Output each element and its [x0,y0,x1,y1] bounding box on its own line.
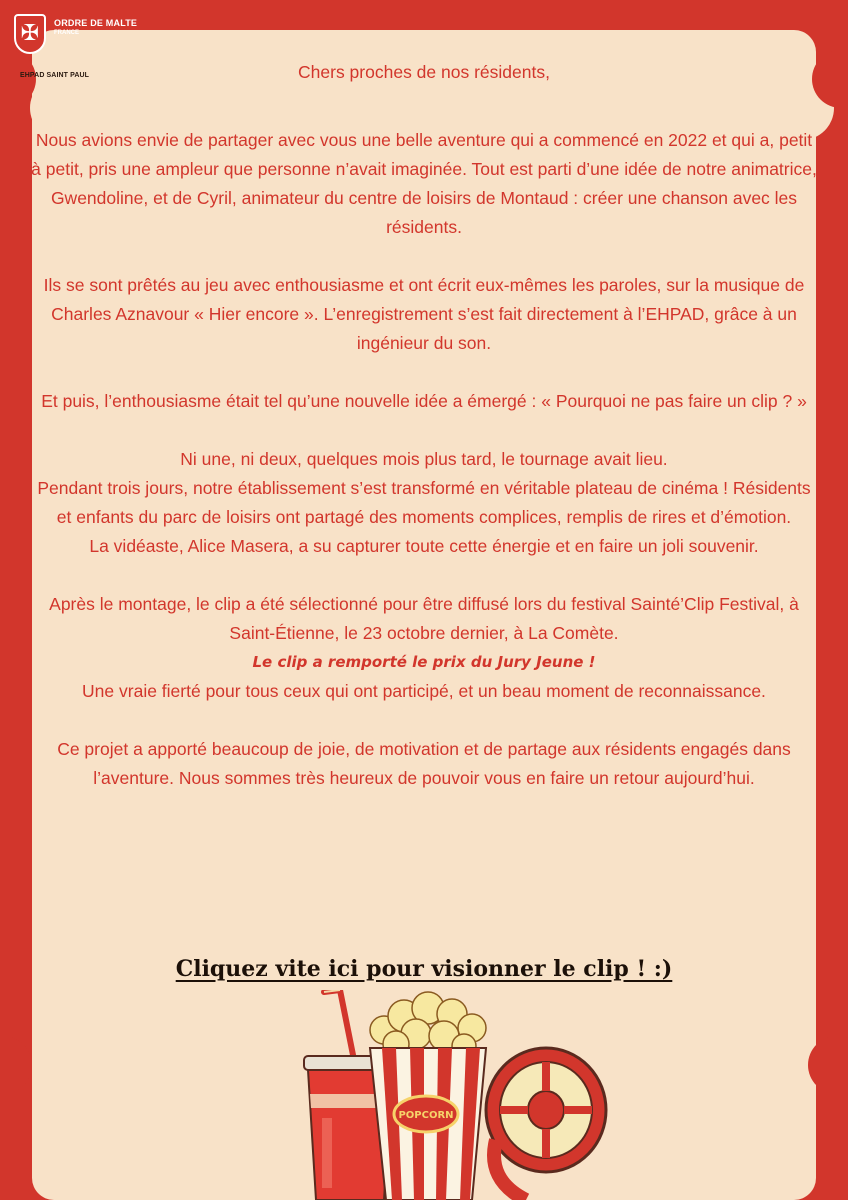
festival-line-1: Après le montage, le clip a été sélectionné pour être diffusé lors du festival Sainté’Clip Festival, à Saint-Étienne, le 23 octobre dernier, à La Comète. [49,594,799,643]
paragraph-intro: Nous avions envie de partager avec vous une belle aventure qui a commencé en 2022 et qui a, petit à petit, pris une ampleur que personne n’avait imaginée. Tout est parti d’une idée de notre animatrice, Gwendoline, et de Cyril, animateur du centre de loisirs de Montaud : créer une chanson avec les résidents. [31,130,817,237]
shooting-line-1: Ni une, ni deux, quelques mois plus tard, le tournage avait lieu. [180,449,668,469]
paragraph-song: Ils se sont prêtés au jeu avec enthousiasme et ont écrit eux-mêmes les paroles, sur la musique de Charles Aznavour « Hier encore ». L’enregistrement s’est fait directement à l’EHPAD, grâce à un ingénieur du son. [43,275,805,353]
festival-line-2: Une vraie fierté pour tous ceux qui ont participé, et un beau moment de reconnaissance. [82,681,766,701]
greeting: Chers proches de nos résidents, [298,62,550,82]
prize-highlight: Le clip a remporté le prix du Jury Jeune ! [252,653,596,671]
maltese-cross-icon: ✠ [14,14,46,54]
logo-org-name: ORDRE DE MALTE [54,18,138,28]
logo-country: FRANCE [54,30,79,36]
paragraph-closing: Ce projet a apporté beaucoup de joie, de motivation et de partage aux résidents engagés dans l’aventure. Nous sommes très heureux de pouvoir vous en faire un retour aujourd’hui. [57,739,791,788]
cinema-illustration [296,990,616,1200]
letter-body [30,58,818,793]
film-reel-icon [486,1048,606,1200]
corner-notch-bottom-left [0,1036,32,1094]
watch-clip-link[interactable]: Cliquez vite ici pour visionner le clip ! :) [175,956,673,982]
shooting-line-3: La vidéaste, Alice Masera, a su capturer toute cette énergie et en faire un joli souvenir. [89,536,759,556]
popcorn-label: POPCORN [398,1110,454,1121]
shooting-line-2: Pendant trois jours, notre établissement s’est transformé en véritable plateau de cinéma ! Résidents et enfants du parc de loisirs ont partagé des moments complices, remplis de rires et d’émotion. [37,478,811,527]
popcorn-box-icon [370,992,486,1200]
logo-site-name: EHPAD SAINT PAUL [20,72,90,79]
paragraph-clip-idea: Et puis, l’enthousiasme était tel qu’une nouvelle idée a émergé : « Pourquoi ne pas faire un clip ? » [41,391,807,411]
